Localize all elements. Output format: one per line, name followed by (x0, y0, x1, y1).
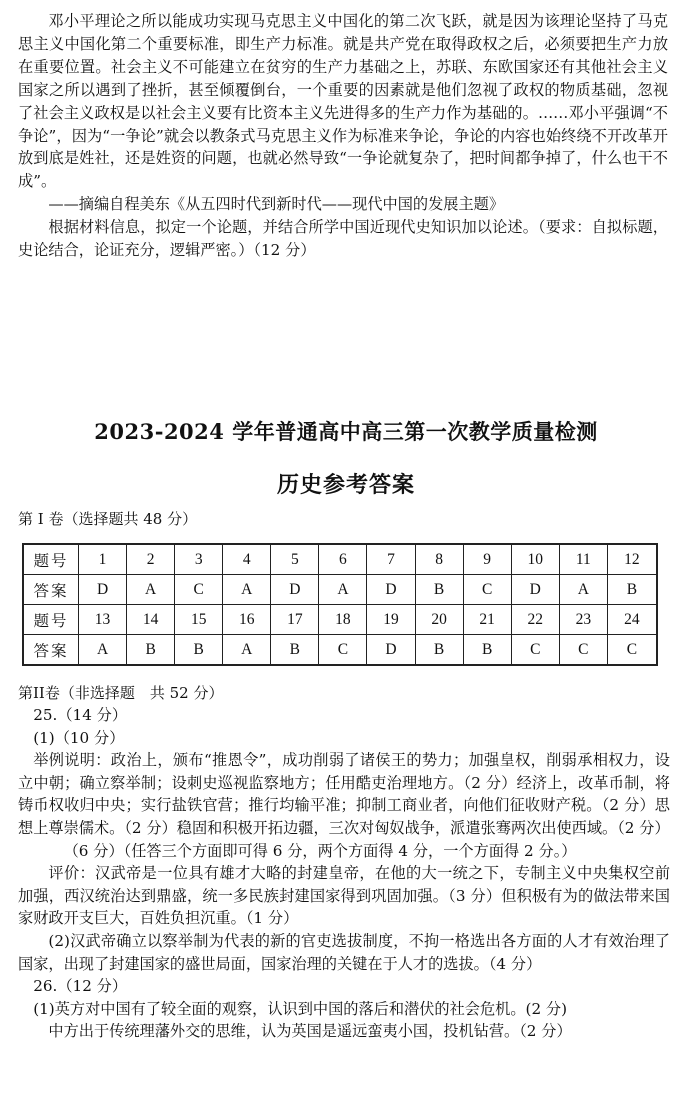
question-number: 1 (79, 544, 127, 575)
row-header-answer: 答案 (23, 575, 79, 605)
answer-cell: D (271, 575, 319, 605)
table-row (23, 635, 657, 666)
answer-cell: A (223, 575, 271, 605)
answers-section (18, 704, 670, 1043)
answer-cell: C (607, 635, 657, 666)
question-number: 20 (415, 605, 463, 635)
answer-cell: D (511, 575, 559, 605)
row-header-answer: 答案 (23, 635, 79, 666)
answer-cell: C (511, 635, 559, 666)
question-number: 12 (607, 544, 657, 575)
q25-sub2: (2)汉武帝确立以察举制为代表的新的官吏选拔制度，不拘一格选出各方面的人才有效治理了国家，出现了封建国家的盛世局面，国家治理的关键在于人才的选拔。（4 分） (18, 931, 670, 973)
answer-table (22, 543, 658, 666)
question-number: 16 (223, 605, 271, 635)
exam-title: 2023-2024 学年普通高中高三第一次教学质量检测 (94, 419, 598, 444)
question-number: 2 (127, 544, 175, 575)
question-number: 21 (463, 605, 511, 635)
answer-cell: B (175, 635, 223, 666)
answer-cell: D (367, 575, 415, 605)
answer-cell: C (559, 635, 607, 666)
q25-sub1-heading: (1)（10 分） (33, 728, 125, 747)
answer-cell: A (223, 635, 271, 666)
answer-cell: A (559, 575, 607, 605)
question-number: 19 (367, 605, 415, 635)
question-number: 23 (559, 605, 607, 635)
material-source: ——摘编自程美东《从五四时代到新时代——现代中国的发展主题》 (48, 195, 505, 214)
q26-heading: 26.（12 分） (33, 977, 128, 996)
answer-cell: C (175, 575, 223, 605)
question-number: 24 (607, 605, 657, 635)
answer-cell: B (415, 575, 463, 605)
answer-cell: B (463, 635, 511, 666)
question-number: 4 (223, 544, 271, 575)
answer-cell: B (271, 635, 319, 666)
table-row (23, 544, 657, 575)
answer-key-title: 历史参考答案 (276, 472, 415, 498)
answer-cell: C (463, 575, 511, 605)
q25-examples: 举例说明：政治上，颁布“推恩令”，成功削弱了诸侯王的势力；加强皇权，削弱承相权力，设立中朝；确立察举制；设刺史巡视监察地方；任用酷吏治理地方。（2 分）经济上，改革币制，将铸币权收归中央；实行盐铁官营；推行均输平准；抑制工商业者，向他们征收财产税。（2 分）思想上尊崇儒术。（2 分）稳固和积极开拓边疆，三次对匈奴战争，派遣张骞两次出使西域。（2 分） (18, 751, 670, 837)
question-number: 13 (79, 605, 127, 635)
table-row (23, 605, 657, 635)
question-number: 8 (415, 544, 463, 575)
answer-cell: B (127, 635, 175, 666)
question-number: 18 (319, 605, 367, 635)
question-number: 7 (367, 544, 415, 575)
answer-cell: D (79, 575, 127, 605)
q26-sub1: (1)英方对中国有了较全面的观察，认识到中国的落后和潜伏的社会危机。(2 分) (33, 999, 568, 1018)
answer-cell: A (127, 575, 175, 605)
question-number: 17 (271, 605, 319, 635)
answer-cell: A (319, 575, 367, 605)
row-header-question: 题号 (23, 605, 79, 635)
question-number: 9 (463, 544, 511, 575)
question-number: 14 (127, 605, 175, 635)
material-paragraph: 邓小平理论之所以能成功实现马克思主义中国化的第二次飞跃，就是因为该理论坚持了马克思主义中国化第二个重要标准，即生产力标准。就是共产党在取得政权之后，必须要把生产力放在重要位置。社会主义不可能建立在贫穷的生产力基础之上，苏联、东欧国家还有其他社会主义国家之所以遇到了挫折，甚至倾覆倒台，一个重要的因素就是他们忽视了政权的物质基础，忽视了社会主义政权是以社会主义要有比资本主义先进得多的生产力作为基础的。……邓小平强调“不争论”，因为“一争论”就会以教条式马克思主义作为标准来争论，争论的内容也始终绕不开改革开放到底是姓社，还是姓资的问题，也就必然导致“一争论就复杂了，把时间都争掉了，什么也干不成”。 (18, 12, 668, 191)
question-number: 15 (175, 605, 223, 635)
table-row (23, 575, 657, 605)
answer-cell: A (79, 635, 127, 666)
question-number: 6 (319, 544, 367, 575)
q25-heading: 25.（14 分） (33, 706, 128, 724)
question-number: 5 (271, 544, 319, 575)
material-block (18, 10, 668, 262)
part1-label: 第 I 卷（选择题共 48 分） (18, 510, 198, 528)
q26-line2: 中方出于传统理藩外交的思维，认为英国是遥远蛮夷小国，投机钻营。（2 分） (48, 1022, 572, 1041)
answer-cell: D (367, 635, 415, 666)
question-number: 11 (559, 544, 607, 575)
answer-cell: B (415, 635, 463, 666)
question-prompt: 根据材料信息，拟定一个论题，并结合所学中国近现代史知识加以论述。（要求：自拟标题，史论结合，论证充分，逻辑严密。）（12 分） (18, 218, 668, 260)
question-number: 22 (511, 605, 559, 635)
answer-cell: B (607, 575, 657, 605)
row-header-question: 题号 (23, 544, 79, 575)
q25-scoring-note: （6 分）（任答三个方面即可得 6 分，两个方面得 4 分，一个方面得 2 分。） (63, 841, 577, 860)
part2-label: 第II卷（非选择题 共 52 分） (18, 684, 224, 702)
answer-cell: C (319, 635, 367, 666)
question-number: 3 (175, 544, 223, 575)
question-number: 10 (511, 544, 559, 575)
q25-evaluation: 评价：汉武帝是一位具有雄才大略的封建皇帝，在他的大一统之下，专制主义中央集权空前加强，西汉统治达到鼎盛，统一多民族封建国家得到巩固加强。（3 分）但积极有为的做法带来国家财政开支巨大，百姓负担沉重。（1 分） (18, 864, 670, 928)
